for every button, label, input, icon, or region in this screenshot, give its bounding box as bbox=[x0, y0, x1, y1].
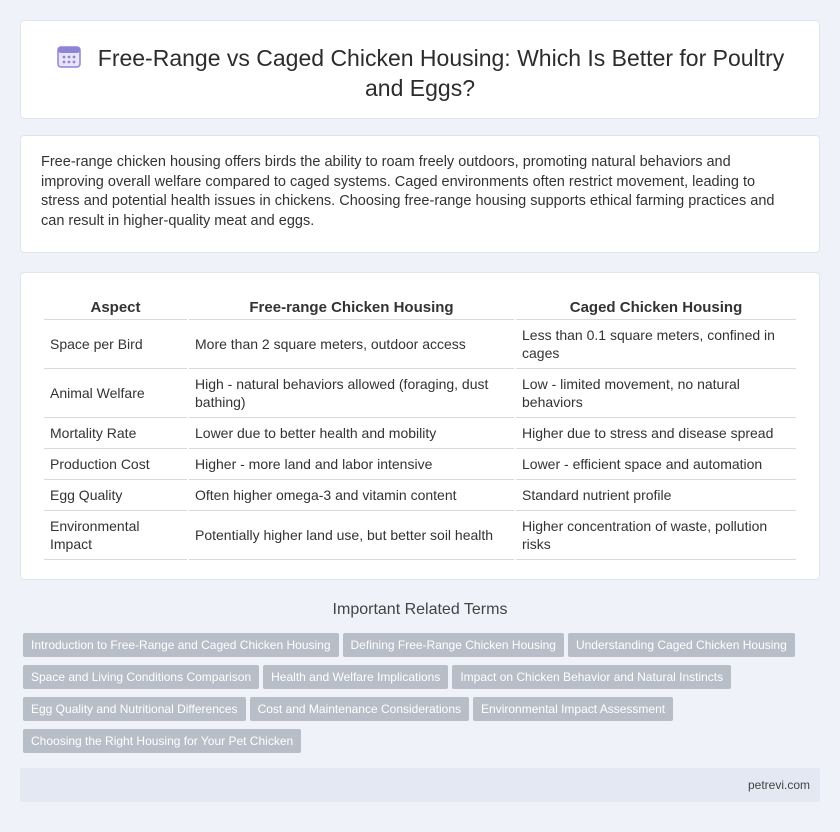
table-cell: Environmental Impact bbox=[44, 511, 187, 560]
table-row bbox=[44, 480, 796, 511]
related-terms-title: Important Related Terms bbox=[332, 601, 508, 618]
related-tag[interactable]: Defining Free-Range Chicken Housing bbox=[343, 633, 564, 657]
table-cell: Potentially higher land use, but better soil health bbox=[189, 511, 514, 560]
header-caged: Caged Chicken Housing bbox=[516, 296, 796, 320]
header-card bbox=[20, 20, 820, 119]
title-wrap bbox=[51, 43, 789, 103]
related-tag[interactable]: Space and Living Conditions Comparison bbox=[23, 665, 259, 689]
table-cell: Mortality Rate bbox=[44, 418, 187, 449]
related-terms-tags bbox=[23, 633, 813, 761]
related-tag[interactable]: Impact on Chicken Behavior and Natural Instincts bbox=[452, 665, 731, 689]
table-row bbox=[44, 418, 796, 449]
table-cell: Standard nutrient profile bbox=[516, 480, 796, 511]
header-aspect: Aspect bbox=[44, 296, 187, 320]
table-cell: High - natural behaviors allowed (foraging, dust bathing) bbox=[189, 369, 514, 418]
comparison-table-card bbox=[20, 272, 820, 580]
table-header-row bbox=[44, 296, 796, 320]
calendar-icon bbox=[56, 43, 82, 69]
table-row bbox=[44, 369, 796, 418]
table-cell: Animal Welfare bbox=[44, 369, 187, 418]
table-cell: Egg Quality bbox=[44, 480, 187, 511]
footer bbox=[20, 768, 820, 802]
table-cell: More than 2 square meters, outdoor access bbox=[189, 320, 514, 369]
table-cell: Higher concentration of waste, pollution risks bbox=[516, 511, 796, 560]
related-tag[interactable]: Understanding Caged Chicken Housing bbox=[568, 633, 795, 657]
table-cell: Less than 0.1 square meters, confined in cages bbox=[516, 320, 796, 369]
related-tag[interactable]: Cost and Maintenance Considerations bbox=[250, 697, 469, 721]
table-cell: Lower - efficient space and automation bbox=[516, 449, 796, 480]
table-cell: Low - limited movement, no natural behaviors bbox=[516, 369, 796, 418]
table-cell: Often higher omega-3 and vitamin content bbox=[189, 480, 514, 511]
table-row bbox=[44, 449, 796, 480]
table-cell: Production Cost bbox=[44, 449, 187, 480]
page-title bbox=[51, 43, 789, 103]
footer-site-link[interactable]: petrevi.com bbox=[747, 778, 810, 792]
related-tag[interactable]: Introduction to Free-Range and Caged Chicken Housing bbox=[23, 633, 339, 657]
intro-paragraph: Free-range chicken housing offers birds the ability to roam freely outdoors, promoting natural behaviors and improving overall welfare compared to caged systems. Caged environments often restrict movement, leading to stress and potential health issues in chickens. Choosing free-range housing supports ethical farming practices and can result in higher-quality meat and eggs. bbox=[41, 154, 775, 229]
related-tag[interactable]: Health and Welfare Implications bbox=[263, 665, 448, 689]
related-tag[interactable]: Environmental Impact Assessment bbox=[473, 697, 673, 721]
table-cell: Lower due to better health and mobility bbox=[189, 418, 514, 449]
related-tag[interactable]: Egg Quality and Nutritional Differences bbox=[23, 697, 246, 721]
page-title-text: Free-Range vs Caged Chicken Housing: Which Is Better for Poultry and Eggs? bbox=[97, 45, 785, 101]
table-cell: Higher - more land and labor intensive bbox=[189, 449, 514, 480]
table-row bbox=[44, 320, 796, 369]
header-free-range: Free-range Chicken Housing bbox=[189, 296, 514, 320]
intro-card bbox=[20, 135, 820, 253]
related-tag[interactable]: Choosing the Right Housing for Your Pet Chicken bbox=[23, 729, 301, 753]
comparison-table bbox=[42, 296, 798, 560]
table-row bbox=[44, 511, 796, 560]
table-cell: Space per Bird bbox=[44, 320, 187, 369]
table-cell: Higher due to stress and disease spread bbox=[516, 418, 796, 449]
